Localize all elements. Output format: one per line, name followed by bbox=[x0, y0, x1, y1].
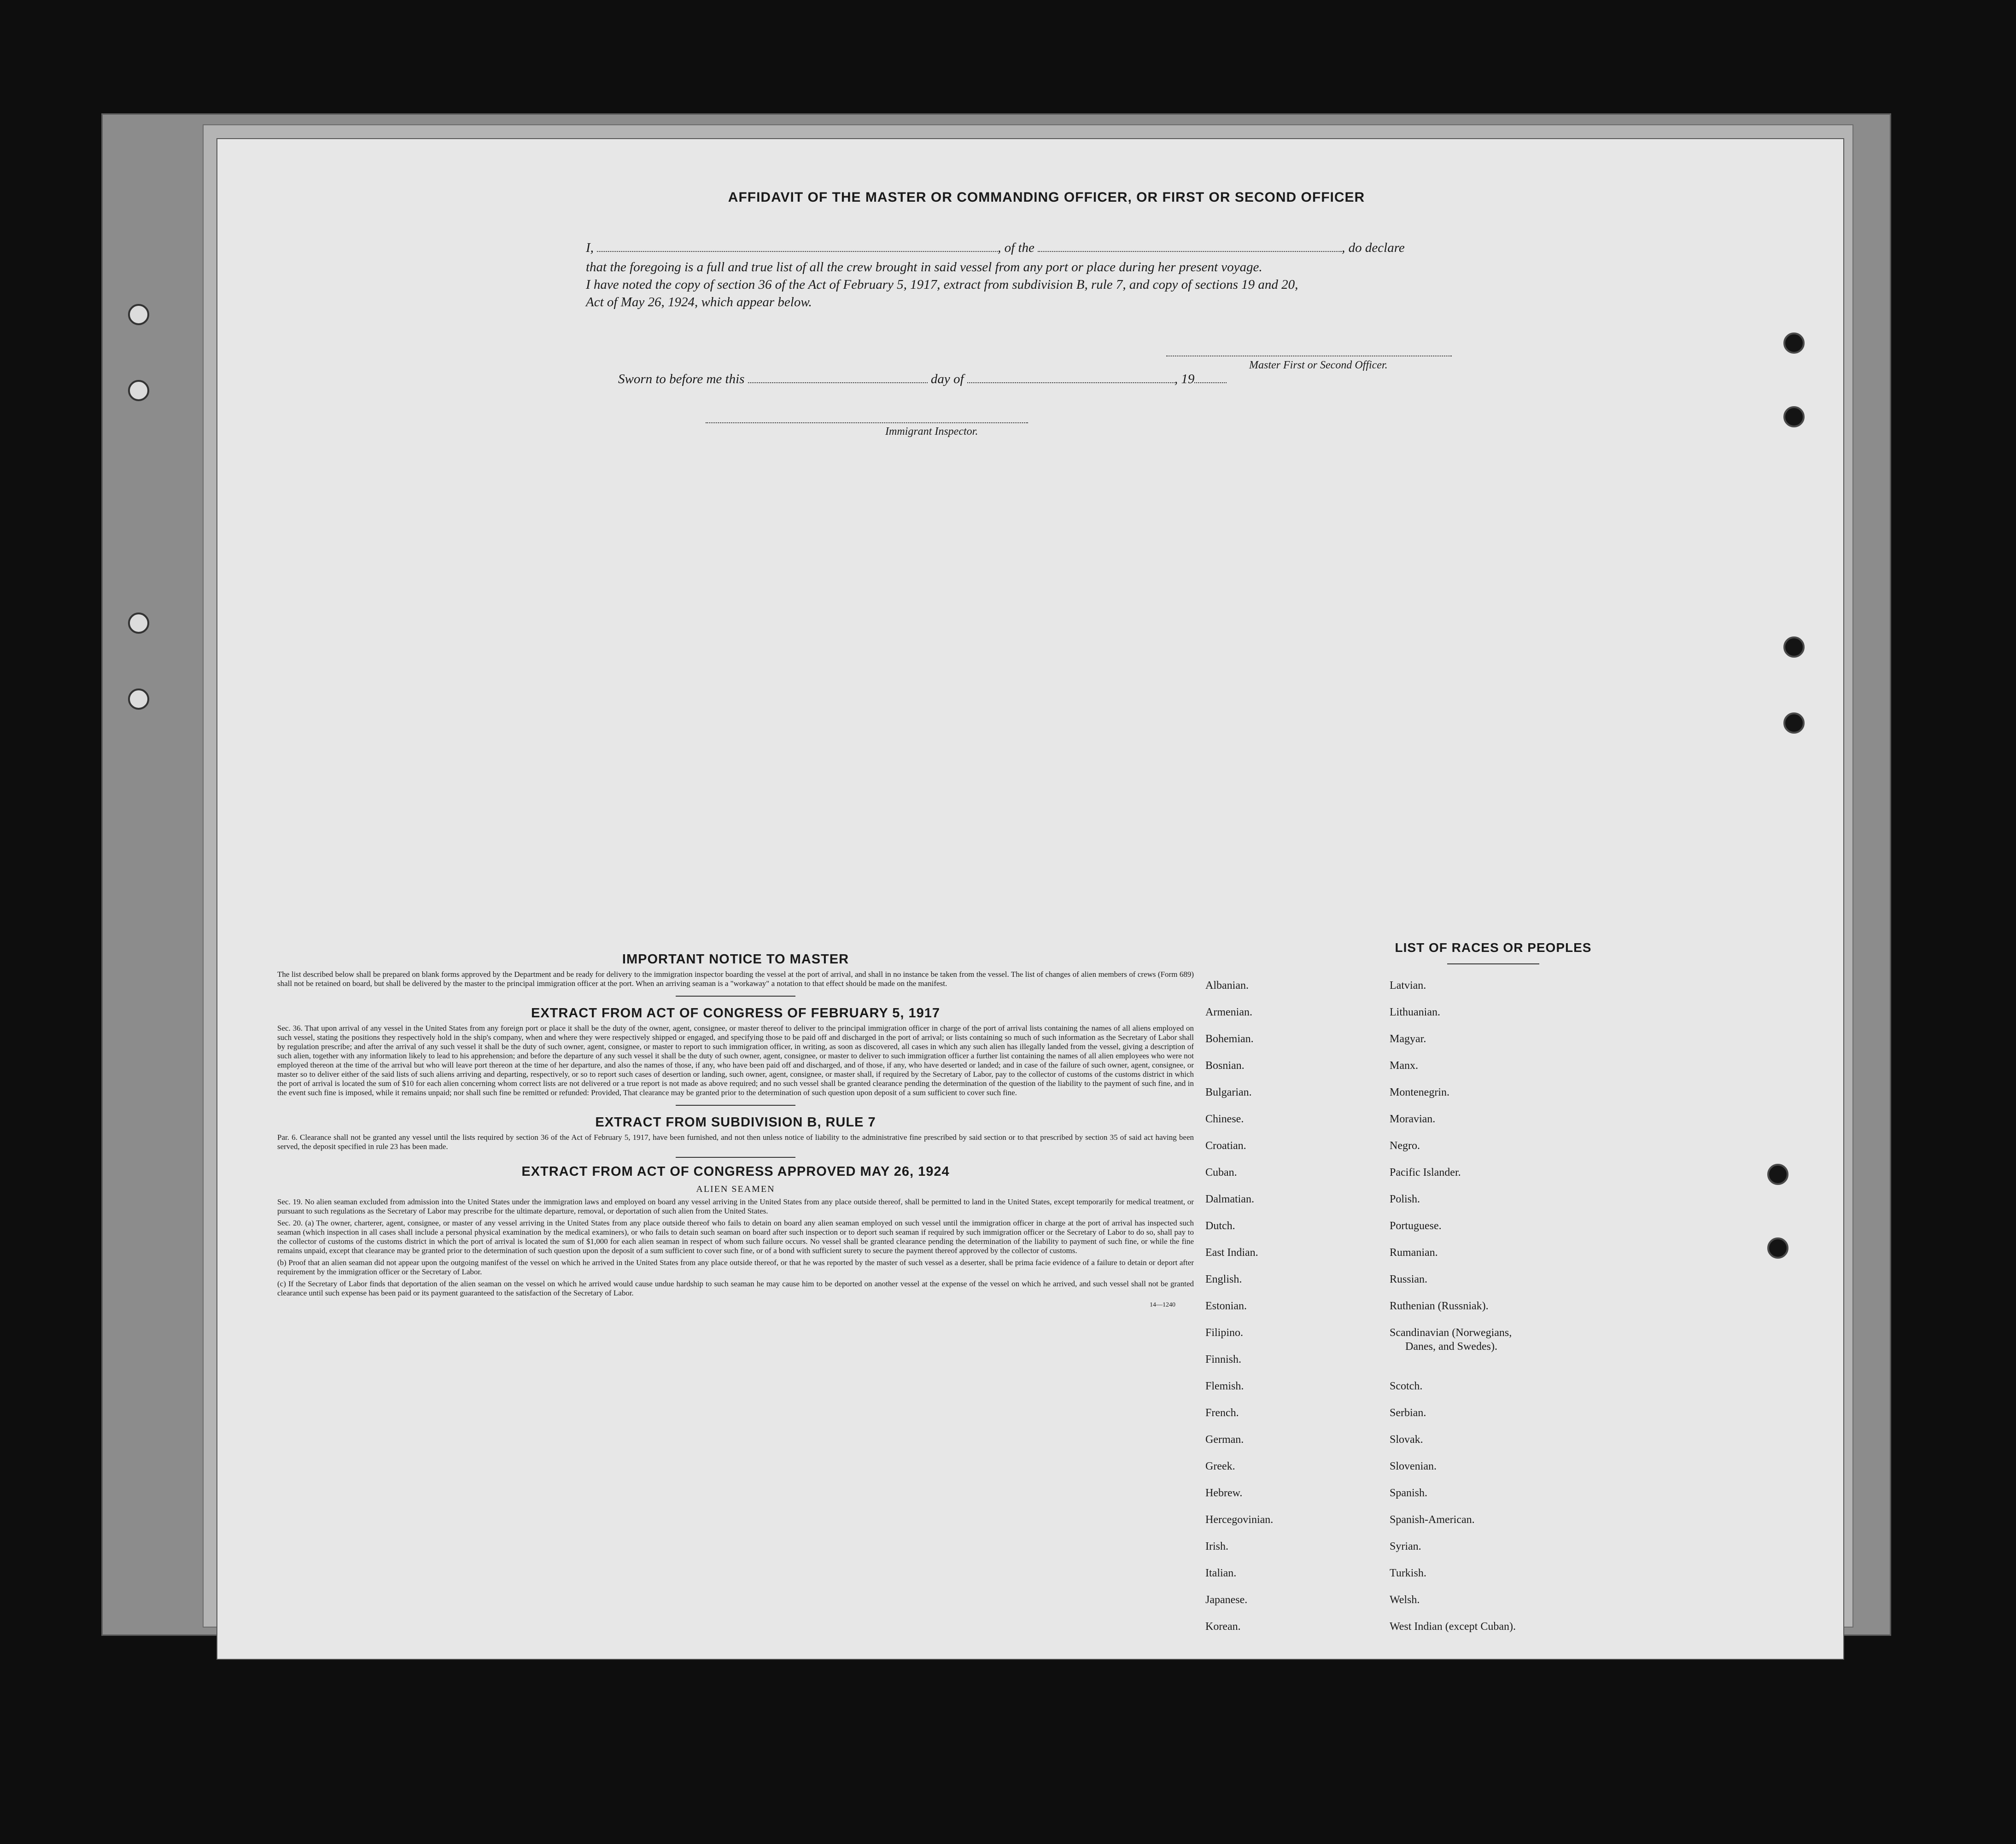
sworn-label: Sworn to before me this bbox=[618, 372, 745, 386]
binder-hole bbox=[128, 304, 149, 325]
race-item: Bohemian. bbox=[1205, 1033, 1254, 1045]
race-item: Slovenian. bbox=[1390, 1460, 1437, 1472]
affidavit-of-the: , of the bbox=[998, 240, 1034, 255]
race-item: Manx. bbox=[1390, 1060, 1418, 1072]
sworn-year-blank[interactable] bbox=[1194, 372, 1227, 383]
race-item: Cuban. bbox=[1205, 1167, 1237, 1179]
affidavit-declaration-line bbox=[586, 240, 1405, 256]
race-item: Spanish-American. bbox=[1390, 1514, 1475, 1526]
sworn-line bbox=[618, 372, 1227, 387]
binder-hole bbox=[128, 613, 149, 634]
race-item: Latvian. bbox=[1390, 980, 1426, 992]
act-1924-sec20b-text: (b) Proof that an alien seaman did not appear upon the outgoing manifest of the vessel on which he arrived in the United States from any place outside thereof, or that he was reported by the master of such vessel as a deserter, shall be prima facie evidence of a failure to detain or deport after requirement by the immigration officer or the Secretary of Labor. bbox=[277, 1258, 1194, 1276]
affidavit-title: AFFIDAVIT OF THE MASTER OR COMMANDING OFFICER, OR FIRST OR SECOND OFFICER bbox=[728, 190, 1365, 205]
year-label: , 19 bbox=[1174, 372, 1195, 386]
race-item: Moravian. bbox=[1390, 1113, 1436, 1125]
races-title-rule bbox=[1447, 963, 1539, 964]
race-item: Hercegovinian. bbox=[1205, 1514, 1274, 1526]
race-item: Portuguese. bbox=[1390, 1220, 1442, 1232]
race-item: Serbian. bbox=[1390, 1407, 1426, 1419]
race-item: Magyar. bbox=[1390, 1033, 1426, 1045]
legal-notices-column bbox=[277, 952, 1194, 1309]
race-item: English. bbox=[1205, 1273, 1242, 1285]
race-item: Finnish. bbox=[1205, 1354, 1242, 1365]
race-item: West Indian (except Cuban). bbox=[1390, 1621, 1516, 1633]
punch-hole bbox=[1767, 1164, 1788, 1185]
act-1924-sec20a-text: Sec. 20. (a) The owner, charterer, agent, consignee, or master of any vessel arriving in the United States from any place outside thereof who fails to detain on board any alien seaman employed on such vessel until the immigration officer in charge at the port of arrival has inspected such seaman (which inspection in all cases shall include a personal physical examination by the medical examiners), or who fails to detain such seaman on board after such inspection or to deport such seaman if required by such immigration officer or the Secretary of Labor to do so, shall pay to the collector of customs of the customs district in which the port of arrival is located the sum of $1,000 for each alien seaman in respect of whom such failure occurs. No vessel shall be granted clearance pending the determination of the liability to payment of such fine, or while the fine remains unpaid, except that clearance may be granted prior to the determination of such question upon the deposit of a sum sufficient to cover such fine, or of a bond with sufficient surety to secure the payment thereof approved by the collector of customs. bbox=[277, 1219, 1194, 1255]
race-item: Ruthenian (Russniak). bbox=[1390, 1300, 1489, 1312]
race-item: Estonian. bbox=[1205, 1300, 1247, 1312]
race-item: Bulgarian. bbox=[1205, 1086, 1252, 1098]
race-item: Negro. bbox=[1390, 1140, 1420, 1152]
race-item: Croatian. bbox=[1205, 1140, 1246, 1152]
act-1924-title: EXTRACT FROM ACT OF CONGRESS APPROVED MAY 26, 1924 bbox=[521, 1164, 950, 1179]
affidavit-page bbox=[216, 138, 1844, 1660]
subdivision-b-title: EXTRACT FROM SUBDIVISION B, RULE 7 bbox=[595, 1115, 876, 1130]
races-list-title: LIST OF RACES OR PEOPLES bbox=[1395, 940, 1592, 955]
race-item: Irish. bbox=[1205, 1541, 1228, 1552]
divider bbox=[676, 1157, 795, 1158]
race-item: Hebrew. bbox=[1205, 1487, 1243, 1499]
act-1924-sec20c-text: (c) If the Secretary of Labor finds that deportation of the alien seaman on the vessel on which he arrived would cause undue hardship to such seaman he may cause him to be deported on another vessel at the expense of the vessel on which he arrived, and such vessel shall not be granted clearance until such expense has been paid or its payment guaranteed to the satisfaction of the Secretary of Labor. bbox=[277, 1279, 1194, 1297]
race-item: East Indian. bbox=[1205, 1247, 1258, 1259]
race-item: Dalmatian. bbox=[1205, 1193, 1254, 1205]
name-blank[interactable] bbox=[597, 241, 998, 252]
race-item: Dutch. bbox=[1205, 1220, 1235, 1232]
form-number: 14—1240 bbox=[1150, 1301, 1175, 1308]
race-item: Bosnian. bbox=[1205, 1060, 1245, 1072]
race-item: Armenian. bbox=[1205, 1006, 1252, 1018]
race-item: Polish. bbox=[1390, 1193, 1420, 1205]
notice-to-master-title: IMPORTANT NOTICE TO MASTER bbox=[622, 952, 849, 967]
race-item: Syrian. bbox=[1390, 1541, 1421, 1552]
act-1924-sec19-text: Sec. 19. No alien seaman excluded from admission into the United States under the immigration laws and employed on board any vessel arriving in the United States from any place outside thereof, shall be permitted to land in the United States, except temporarily for medical treatment, or pursuant to such regulations as the Secretary of Labor may prescribe for the ultimate departure, removal, or deportation of such alien from the United States. bbox=[277, 1197, 1194, 1215]
binder-hole bbox=[128, 380, 149, 401]
punch-hole bbox=[1783, 712, 1805, 734]
affidavit-i: I, bbox=[586, 240, 594, 255]
subdivision-b-text: Par. 6. Clearance shall not be granted any vessel until the lists required by section 36 of the Act of February 5, 1917, have been furnished, and not then unless notice of liability to the administrative fine prescribed by said section or to that prescribed by section 35 of said act having been served, the deposit specified in rule 23 has been made. bbox=[277, 1133, 1194, 1151]
divider bbox=[676, 1105, 795, 1106]
race-item: Scotch. bbox=[1390, 1380, 1423, 1392]
race-item: Greek. bbox=[1205, 1460, 1235, 1472]
races-left-column bbox=[1205, 980, 1399, 1647]
race-item: Pacific Islander. bbox=[1390, 1167, 1461, 1179]
master-signature-label: Master First or Second Officer. bbox=[1249, 359, 1388, 371]
punch-hole bbox=[1783, 636, 1805, 658]
binder-hole bbox=[128, 689, 149, 710]
vessel-blank[interactable] bbox=[1038, 241, 1342, 252]
race-item: Korean. bbox=[1205, 1621, 1241, 1633]
race-item: French. bbox=[1205, 1407, 1239, 1419]
race-item: Scandinavian (Norwegians, bbox=[1390, 1327, 1512, 1339]
race-item: German. bbox=[1205, 1434, 1244, 1446]
alien-seamen-subtitle: ALIEN SEAMEN bbox=[696, 1184, 775, 1194]
race-item: Italian. bbox=[1205, 1567, 1237, 1579]
affidavit-do-declare: , do declare bbox=[1342, 240, 1405, 255]
sworn-month-blank[interactable] bbox=[967, 372, 1175, 383]
inspector-signature-label: Immigrant Inspector. bbox=[885, 426, 978, 438]
race-item: Spanish. bbox=[1390, 1487, 1428, 1499]
race-item: Chinese. bbox=[1205, 1113, 1244, 1125]
act-1917-title: EXTRACT FROM ACT OF CONGRESS OF FEBRUARY 5, 1917 bbox=[531, 1006, 941, 1021]
affidavit-line-4: Act of May 26, 1924, which appear below. bbox=[586, 295, 812, 309]
race-item: Montenegrin. bbox=[1390, 1086, 1449, 1098]
affidavit-line-2: that the foregoing is a full and true list of all the crew brought in said vessel from any port or place during her present voyage. bbox=[586, 260, 1262, 274]
inspector-signature-line[interactable] bbox=[706, 422, 1028, 423]
day-of-label: day of bbox=[930, 372, 964, 386]
races-right-column bbox=[1390, 980, 1648, 1647]
punch-hole bbox=[1783, 333, 1805, 354]
race-item: Slovak. bbox=[1390, 1434, 1423, 1446]
race-item: Lithuanian. bbox=[1390, 1006, 1440, 1018]
affidavit-line-3: I have noted the copy of section 36 of the Act of February 5, 1917, extract from subdivision B, rule 7, and copy of sections 19 and 20, bbox=[586, 277, 1298, 292]
race-item-continuation: Danes, and Swedes). bbox=[1405, 1341, 1497, 1353]
race-item: Turkish. bbox=[1390, 1567, 1426, 1579]
punch-hole bbox=[1783, 406, 1805, 427]
divider bbox=[676, 996, 795, 997]
race-item: Rumanian. bbox=[1390, 1247, 1438, 1259]
punch-hole bbox=[1767, 1237, 1788, 1259]
race-item: Russian. bbox=[1390, 1273, 1428, 1285]
sworn-day-blank[interactable] bbox=[748, 372, 928, 383]
notice-to-master-text: The list described below shall be prepared on blank forms approved by the Department and be ready for delivery to the immigration inspector boarding the vessel at the port of arrival, and shall in no instance be taken from the vessel. The list of changes of alien members of crews (Form 689) shall not be retained on board, but shall be delivered by the master to the principal immigration officer at the port. When an arriving seaman is a "workaway" a notation to that effect should be made on the manifest. bbox=[277, 970, 1194, 988]
race-item: Flemish. bbox=[1205, 1380, 1244, 1392]
race-item: Albanian. bbox=[1205, 980, 1249, 992]
race-item: Welsh. bbox=[1390, 1594, 1420, 1606]
race-item: Filipino. bbox=[1205, 1327, 1244, 1339]
race-item: Japanese. bbox=[1205, 1594, 1248, 1606]
act-1917-sec36-text: Sec. 36. That upon arrival of any vessel in the United States from any foreign port or place it shall be the duty of the owner, agent, consignee, or master thereof to deliver to the principal immigration officer in charge of the port of arrival lists containing the names of all aliens employed on such vessel, stating the positions they respectively hold in the ship's company, when and where they were respectively shipped or engaged, and specifying those to be paid off and discharged in the port of arrival; or lists containing so much of such information as the Secretary of Labor shall by regulation prescribe; and after the arrival of any such vessel it shall be the duty of such owner, agent, consignee, or master to report to such immigration officer, in writing, as soon as discovered, all cases in which any such alien has illegally landed from the vessel, giving a description of such alien, together with any information likely to lead to his apprehension; and before the departure of any such vessel it shall be the duty of such owner, agent, consignee, or master to deliver to such immigration officer a further list containing the names of all alien employees who were not employed thereon at the time of the arrival but who will leave port thereon at the time of her departure, and also the names of those, if any, who have been paid off and discharged, and of those, if any, who have deserted or landed; and in case of the failure of such owner, agent, consignee, or master so to deliver either of the said lists of such aliens arriving and departing, respectively, or so to report such cases of desertion or landing, such owner, agent, consignee, or master shall, if required by the Secretary of Labor, pay to the collector of customs of the customs district in which the port of arrival is located the sum of $10 for each alien concerning whom correct lists are not delivered or a true report is not made as above required; and no such vessel shall be granted clearance pending the determination of the question of the liability to the payment of such fine, and in the event such fine is imposed, while it remains unpaid; nor shall such fine be remitted or refunded: Provided, That clearance may be granted prior to the determination of such question upon deposit of a sum sufficient to cover such fine. bbox=[277, 1024, 1194, 1097]
